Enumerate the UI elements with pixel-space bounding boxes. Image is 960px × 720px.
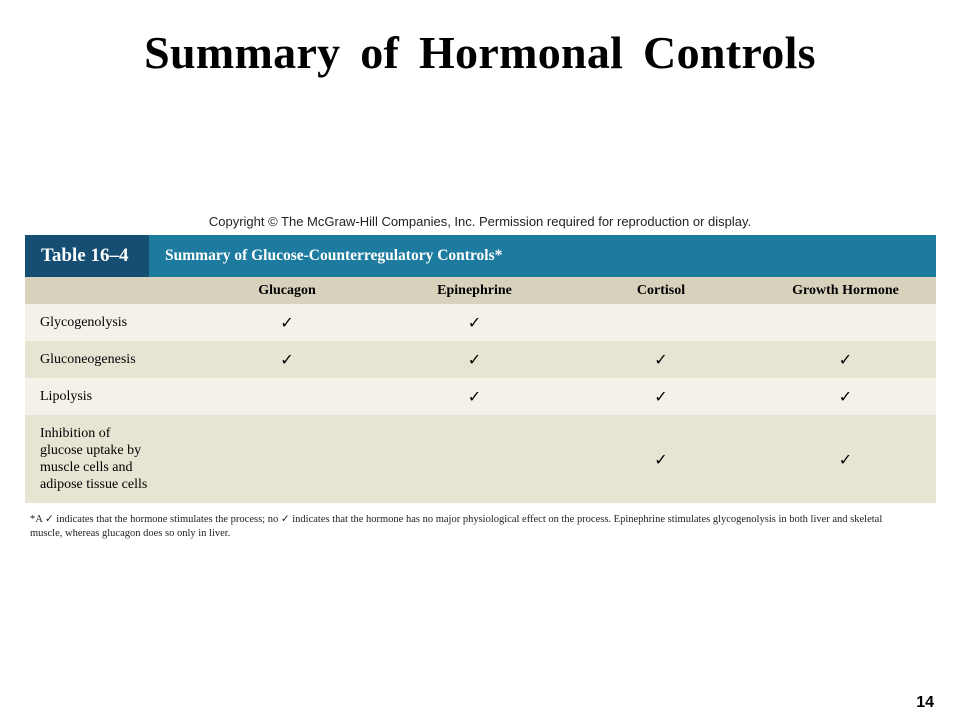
check-mark-icon: ✓ — [382, 378, 567, 415]
process-line: Inhibition of — [40, 426, 111, 441]
process-line: glucose uptake by — [40, 443, 142, 458]
summary-table — [25, 235, 936, 503]
column-header-growth-hormone: Growth Hormone — [755, 277, 936, 304]
check-mark-icon: ✓ — [192, 341, 382, 378]
table-number: Table 16–4 — [25, 235, 149, 277]
hormone-table — [25, 277, 936, 503]
footnote-line: *A ✓ indicates that the hormone stimulates the process; no ✓ indicates that the hormone has no major physiological effect on the process. Epinephrine stimulates glycogenolysis in both liver and skeletal — [30, 514, 883, 525]
process-line: muscle cells and — [40, 460, 133, 475]
column-header-glucagon: Glucagon — [192, 277, 382, 304]
table-caption: Summary of Glucose-Counterregulatory Controls* — [165, 247, 503, 264]
check-cell — [382, 415, 567, 503]
table-header-bar — [25, 235, 936, 277]
check-mark-icon: ✓ — [382, 304, 567, 341]
check-mark-icon: ✓ — [382, 341, 567, 378]
table-footnote — [30, 513, 920, 541]
table-row — [25, 341, 936, 378]
check-cell — [755, 304, 936, 341]
check-mark-icon: ✓ — [567, 378, 755, 415]
check-cell — [192, 415, 382, 503]
check-cell — [192, 378, 382, 415]
process-line: adipose tissue cells — [40, 477, 148, 492]
check-cell — [567, 304, 755, 341]
table-row — [25, 378, 936, 415]
table-row — [25, 304, 936, 341]
footnote-line: muscle, whereas glucagon does so only in liver. — [30, 528, 231, 539]
column-header-cortisol: Cortisol — [567, 277, 755, 304]
check-mark-icon: ✓ — [755, 341, 936, 378]
slide-title: Summary of Hormonal Controls — [144, 27, 816, 78]
process-glycogenolysis: Glycogenolysis — [25, 304, 192, 341]
copyright-notice: Copyright © The McGraw-Hill Companies, Inc. Permission required for reproduction or display. — [208, 214, 752, 229]
check-mark-icon: ✓ — [567, 341, 755, 378]
check-mark-icon: ✓ — [192, 304, 382, 341]
table-row — [25, 415, 936, 503]
check-mark-icon: ✓ — [567, 415, 755, 503]
check-mark-icon: ✓ — [755, 415, 936, 503]
column-header-row — [25, 277, 936, 304]
page-number: 14 — [916, 694, 934, 711]
process-inhibition-glucose-uptake — [25, 415, 192, 503]
column-header-process — [25, 277, 192, 304]
process-gluconeogenesis: Gluconeogenesis — [25, 341, 192, 378]
column-header-epinephrine: Epinephrine — [382, 277, 567, 304]
process-lipolysis: Lipolysis — [25, 378, 192, 415]
check-mark-icon: ✓ — [755, 378, 936, 415]
